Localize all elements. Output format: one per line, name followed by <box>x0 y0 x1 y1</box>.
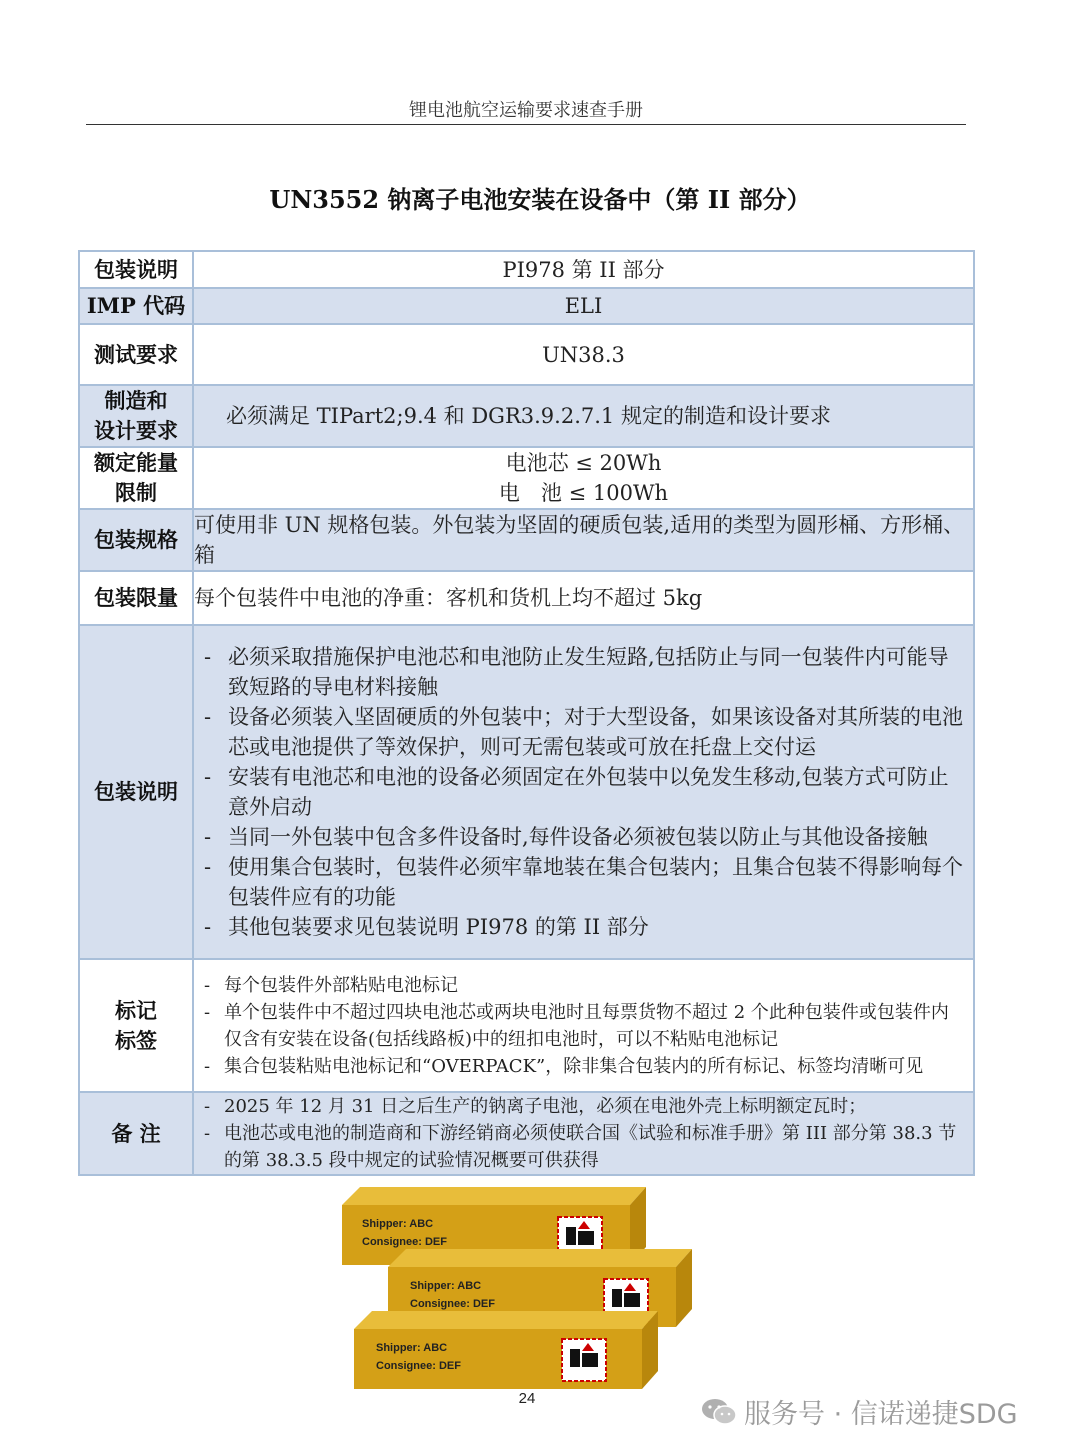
page-title: UN3552 钠离子电池安装在设备中（第 II 部分） <box>269 185 811 214</box>
row-label-line: 标记 <box>115 997 157 1023</box>
row-value: 必须满足 TIPart2;9.4 和 DGR3.9.2.7.1 规定的制造和设计要求 <box>193 385 974 447</box>
list-item: - 必须采取措施保护电池芯和电池防止发生短路,包括防止与同一包装件内可能导致短路的导电材料接触 <box>204 642 965 702</box>
row-test-requirement <box>79 324 974 385</box>
row-value <box>193 625 974 959</box>
box-shipper-label: Shipper: ABC <box>362 1218 434 1230</box>
box-consignee-label: Consignee: DEF <box>410 1298 495 1310</box>
row-value <box>193 959 974 1092</box>
box-shipper-label: Shipper: ABC <box>410 1280 482 1292</box>
list-item: - 使用集合包装时，包装件必须牢靠地装在集合包装内；且集合包装不得影响每个包装件应有的功能 <box>204 852 965 912</box>
list-item: - 电池芯或电池的制造商和下游经销商必须使联合国《试验和标准手册》第 III 部分第 38.3 节的第 38.3.5 段中规定的试验情况概要可供获得 <box>204 1120 965 1174</box>
row-label-line: 限制 <box>115 480 157 505</box>
row-manufacturing <box>79 385 974 447</box>
row-label <box>79 385 193 447</box>
row-marks-labels <box>79 959 974 1092</box>
list-item: - 设备必须装入坚固硬质的外包装中；对于大型设备，如果该设备对其所装的电池芯或电池提供了等效保护，则可无需包装或可放在托盘上交付运 <box>204 702 965 762</box>
row-label-line: 额定能量 <box>94 450 178 475</box>
stacked-boxes-illustration <box>340 1185 700 1395</box>
row-imp-code <box>79 288 974 324</box>
energy-cell-limit: 电池芯 ≤ 20Wh <box>505 451 662 475</box>
watermark-text: 服务号 · 信诺递捷SDG <box>744 1399 1018 1430</box>
list-item: - 单个包装件中不超过四块电池芯或两块电池时且每票货物不超过 2 个此种包装件或包装件内仅含有安装在设备(包括线路板)中的纽扣电池时，可以不粘贴电池标记 <box>204 999 965 1053</box>
box-consignee-label: Consignee: DEF <box>362 1236 447 1248</box>
row-label: 包装限量 <box>79 571 193 625</box>
battery-mark-icon <box>562 1339 606 1381</box>
row-value: PI978 第 II 部分 <box>193 251 974 288</box>
row-packaging-limit <box>79 571 974 625</box>
row-label: 包装说明 <box>79 251 193 288</box>
box-shipper-label: Shipper: ABC <box>376 1342 448 1354</box>
row-label: 测试要求 <box>79 324 193 385</box>
row-value <box>193 1092 974 1175</box>
marks-list <box>194 972 973 1080</box>
list-item: - 当同一外包装中包含多件设备时,每件设备必须被包装以防止与其他设备接触 <box>204 822 965 852</box>
list-item: - 集合包装粘贴电池标记和“OVERPACK”，除非集合包装内的所有标记、标签均清晰可见 <box>204 1053 965 1080</box>
page-number: 24 <box>518 1390 536 1407</box>
box-consignee-label: Consignee: DEF <box>376 1360 461 1372</box>
box-bottom <box>354 1311 658 1389</box>
row-value: ELI <box>193 288 974 324</box>
row-packaging-spec <box>79 509 974 571</box>
list-item: - 安装有电池芯和电池的设备必须固定在外包装中以免发生移动,包装方式可防止意外启动 <box>204 762 965 822</box>
running-header: 锂电池航空运输要求速查手册 <box>409 100 643 121</box>
watermark <box>700 1392 1018 1431</box>
list-item: - 其他包装要求见包装说明 PI978 的第 II 部分 <box>204 912 965 942</box>
row-label <box>79 959 193 1092</box>
requirements-table <box>78 250 975 1176</box>
row-value: 每个包装件中电池的净重：客机和货机上均不超过 5kg <box>193 571 974 625</box>
wechat-icon <box>700 1397 738 1427</box>
notes-list <box>194 1093 973 1174</box>
row-label: 包装规格 <box>79 509 193 571</box>
row-energy-limit <box>79 447 974 509</box>
row-packing-instruction <box>79 251 974 288</box>
row-value: UN38.3 <box>193 324 974 385</box>
row-label: IMP 代码 <box>79 288 193 324</box>
row-label <box>79 447 193 509</box>
row-label-line: 制造和 <box>104 388 168 413</box>
list-item: - 每个包装件外部粘贴电池标记 <box>204 972 965 999</box>
row-value <box>193 447 974 509</box>
header-rule <box>86 124 966 125</box>
row-packing-instructions <box>79 625 974 959</box>
row-label-line: 设计要求 <box>94 418 178 443</box>
energy-battery-limit: 电 池 ≤ 100Wh <box>498 481 669 505</box>
row-label: 包装说明 <box>79 625 193 959</box>
row-value: 可使用非 UN 规格包装。外包装为坚固的硬质包装,适用的类型为圆形桶、方形桶、箱 <box>193 509 974 571</box>
row-notes <box>79 1092 974 1175</box>
instruction-list <box>194 642 973 942</box>
row-label-line: 标签 <box>115 1027 157 1053</box>
row-label: 备 注 <box>79 1092 193 1175</box>
list-item: - 2025 年 12 月 31 日之后生产的钠离子电池，必须在电池外壳上标明额定瓦时； <box>204 1093 965 1120</box>
